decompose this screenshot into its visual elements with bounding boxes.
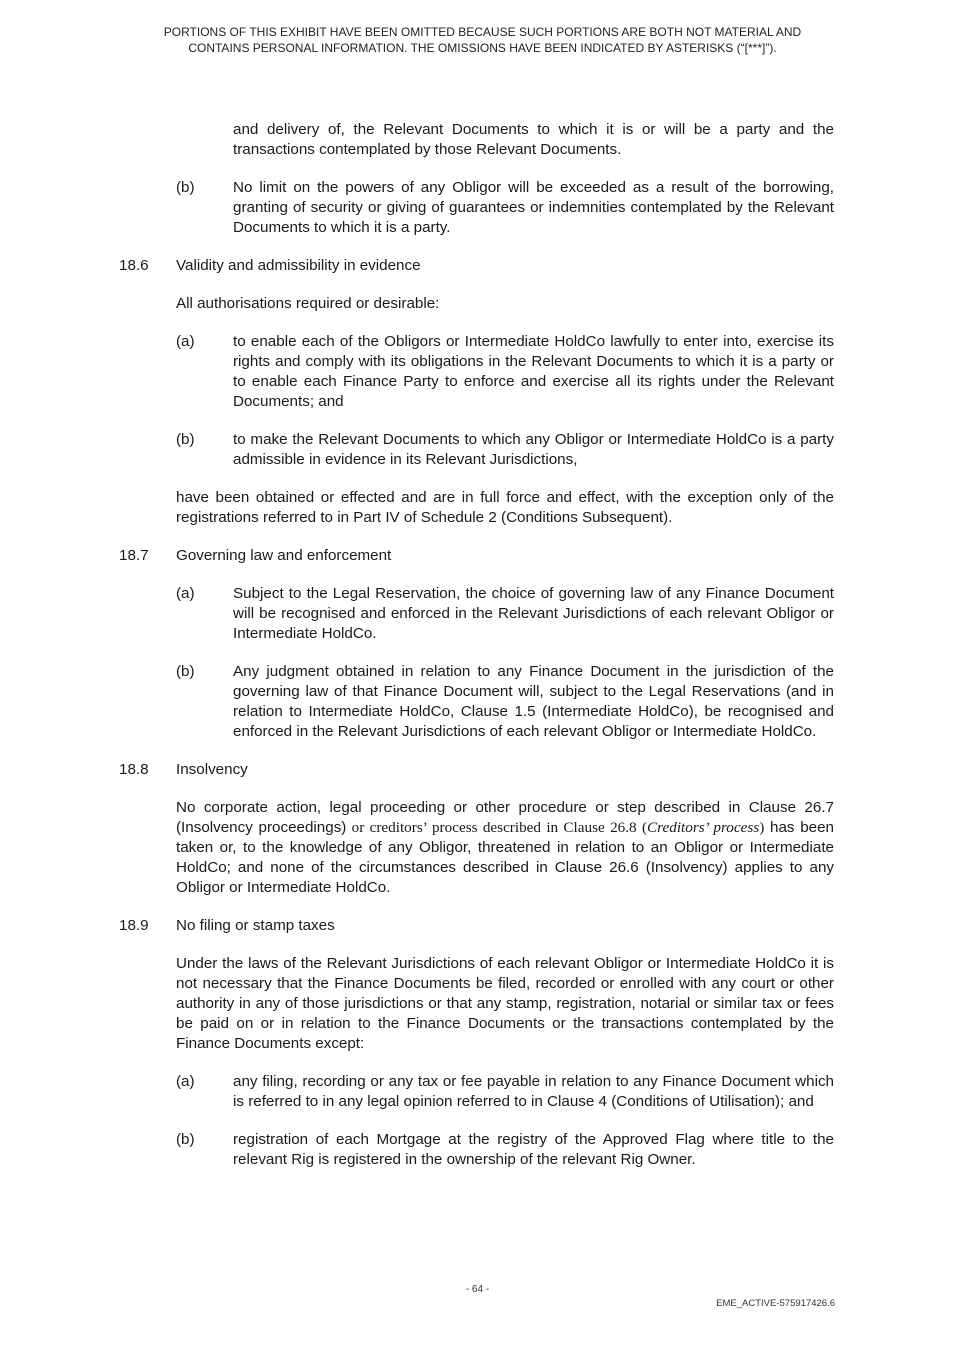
section-heading-18-6 [0,256,965,276]
section-heading-18-9 [0,916,965,936]
item-text: to make the Relevant Documents to which any Obligor or Intermediate HoldCo is a party admissible in evidence in its Relevant Jurisdictions, [233,431,834,468]
header-line-2: CONTAINS PERSONAL INFORMATION. THE OMISSIONS HAVE BEEN INDICATED BY ASTERISKS (“[***]”). [188,41,777,55]
section-number: 18.9 [119,917,149,934]
page-number: - 64 - [465,1284,490,1295]
list-item-b [176,1130,834,1170]
item-label: (a) [176,585,195,602]
document-body [0,120,965,1188]
confidentiality-header [100,24,865,56]
insolvency-text-3: ) [759,819,765,836]
list-item-a [176,332,834,412]
list-item-b-powers [176,178,834,238]
section-heading-18-7 [0,546,965,566]
item-label: (a) [176,333,195,350]
header-line-1: PORTIONS OF THIS EXHIBIT HAVE BEEN OMITTED BECAUSE SUCH PORTIONS ARE BOTH NOT MATERIAL AND [163,25,802,39]
section-title: Insolvency [176,761,248,778]
section-number: 18.7 [119,547,149,564]
item-label: (b) [176,1131,195,1148]
list-item-a [176,1072,834,1112]
item-text: to enable each of the Obligors or Intermediate HoldCo lawfully to enter into, exercise its rights and comply with its obligations in the Relevant Documents to which it is a party or to enable each Finance Party to enforce and exercise all its rights under the Relevant Documents; and [233,333,834,410]
insolvency-italic: Creditors’ process [647,819,760,836]
section-number: 18.8 [119,761,149,778]
continuation-paragraph: and delivery of, the Relevant Documents to which it is or will be a party and the transactions contemplated by those Relevant Documents. [233,121,834,158]
section-number: 18.6 [119,257,149,274]
item-label: (b) [176,179,195,196]
list-item-b [176,662,834,742]
document-reference: EME_ACTIVE-575917426.6 [716,1298,835,1309]
item-label: (b) [176,431,195,448]
list-item-a [176,584,834,644]
item-text: any filing, recording or any tax or fee payable in relation to any Finance Document which is referred to in any legal opinion referred to in Clause 4 (Conditions of Utilisation); and [233,1073,834,1110]
item-text: Subject to the Legal Reservation, the choice of governing law of any Finance Document will be recognised and enforced in the Relevant Jurisdictions of each relevant Obligor or Intermediate HoldCo. [233,585,834,642]
section-tail: have been obtained or effected and are in full force and effect, with the exception only of the registrations referred to in Part IV of Schedule 2 (Conditions Subsequent). [176,489,834,526]
insolvency-paragraph [176,798,834,898]
item-label: (a) [176,1073,195,1090]
insolvency-text-4: has been taken or, to the knowledge of any Obligor, threatened in relation to an Obligor or Intermediate HoldCo; and none of the circumstances described in Clause 26.6 (Insolvency) applies to any Obligor or Intermediate HoldCo. [176,819,834,896]
section-lead: All authorisations required or desirable: [176,295,440,312]
section-title: Validity and admissibility in evidence [176,257,421,274]
item-text: No limit on the powers of any Obligor will be exceeded as a result of the borrowing, granting of security or giving of guarantees or indemnities contemplated by the Relevant Documents to which it is a party. [233,179,834,236]
insolvency-text-2: or creditors’ process described in Clause 26.8 ( [346,819,648,836]
item-text: registration of each Mortgage at the registry of the Approved Flag where title to the relevant Rig is registered in the ownership of the relevant Rig Owner. [233,1131,834,1168]
section-title: No filing or stamp taxes [176,917,335,934]
section-lead: Under the laws of the Relevant Jurisdictions of each relevant Obligor or Intermediate HoldCo it is not necessary that the Finance Documents be filed, recorded or enrolled with any court or other authority in any of those jurisdictions or that any stamp, registration, notarial or similar tax or fees be paid on or in relation to the Finance Documents or the transactions contemplated by the Finance Documents except: [176,955,834,1052]
section-heading-18-8 [0,760,965,780]
list-item-b [176,430,834,470]
section-title: Governing law and enforcement [176,547,392,564]
item-label: (b) [176,663,195,680]
item-text: Any judgment obtained in relation to any Finance Document in the jurisdiction of the governing law of that Finance Document will, subject to the Legal Reservations (and in relation to Intermediate HoldCo, Clause 1.5 (Intermediate HoldCo), be recognised and enforced in the Relevant Jurisdictions of each relevant Obligor or Intermediate HoldCo. [233,663,834,740]
insolvency-text-1: No corporate action, legal proceeding or other procedure or step described in Clause 26.7 (Insolvency proceedings) [176,799,834,836]
